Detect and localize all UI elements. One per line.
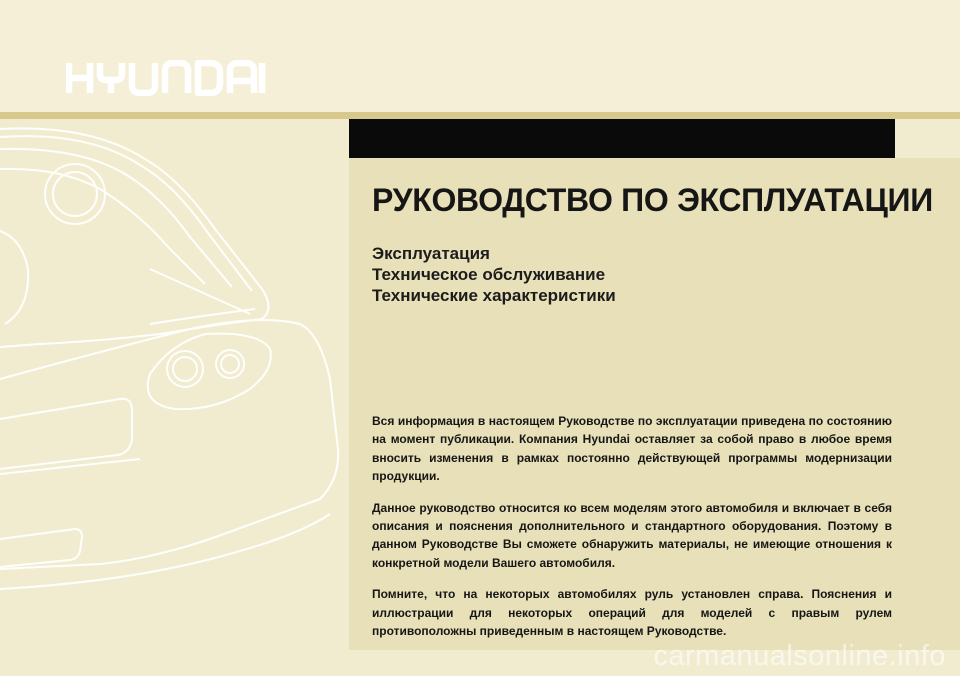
paragraph: Вся информация в настоящем Руководстве по эксплуатации приведена по состоянию на момент публикации. Компания Hyundai оставляет за собой право в любое время вносить изменения в рамках постоянно действующей программы модернизации продукции.: [372, 414, 892, 484]
section-item: Эксплуатация: [372, 244, 490, 263]
watermark: carmanualsonline.info: [653, 640, 946, 672]
page-title: РУКОВОДСТВО ПО ЭКСПЛУАТАЦИИ: [372, 182, 933, 218]
paragraph: Данное руководство относится ко всем моделям этого автомобиля и включает в себя описания и пояснения дополнительного и стандартного оборудования. Поэтому в данном Руководстве Вы сможете обнаружить материалы, не имеющие отношения к конкретной модели Вашего автомобиля.: [372, 500, 892, 570]
header-black-bar: [349, 119, 895, 158]
section-item: Технические характеристики: [372, 286, 616, 305]
paragraph: Помните, что на некоторых автомобилях руль установлен справа. Пояснения и иллюстрации для некоторых операций для моделей с правым рулем противоположны приведенным в настоящем Руководстве.: [372, 587, 892, 639]
section-list: [372, 243, 616, 306]
disclaimer-text: [372, 412, 892, 653]
accent-line: [0, 112, 960, 119]
car-outline-illustration: [0, 119, 348, 676]
section-item: Техническое обслуживание: [372, 265, 606, 284]
hyundai-logo: [66, 60, 266, 96]
